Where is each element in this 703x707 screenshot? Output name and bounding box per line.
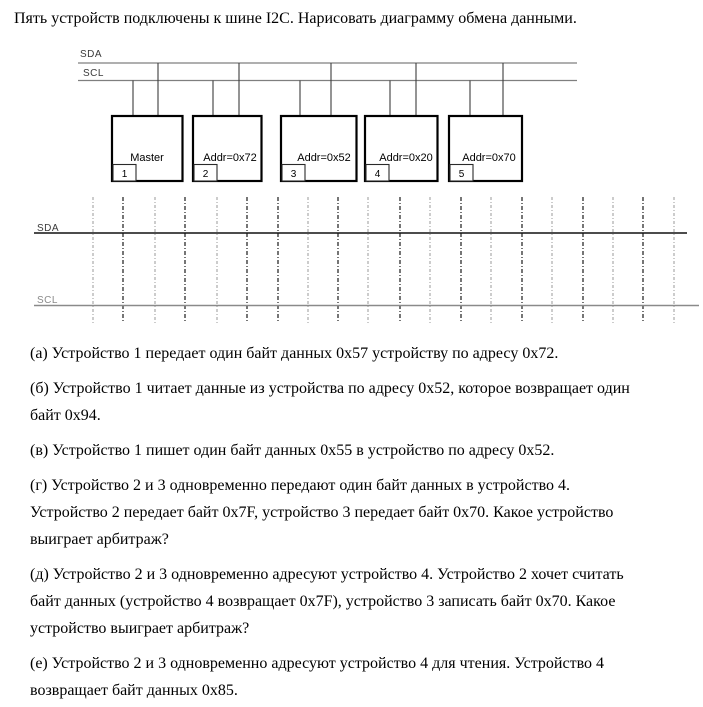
task-list xyxy=(30,340,695,707)
task-d xyxy=(30,561,695,642)
device-2-label: Addr=0x72 xyxy=(203,152,257,164)
device-3-label: Addr=0x52 xyxy=(297,152,351,164)
task-v xyxy=(30,437,695,464)
timing-sda-label: SDA xyxy=(37,223,60,234)
timing-scl-label: SCL xyxy=(37,295,58,306)
task-d-line: (д) Устройство 2 и 3 одновременно адресуют устройство 4. Устройство 2 хочет считать xyxy=(30,566,624,583)
task-e-line: (е) Устройство 2 и 3 одновременно адресуют устройство 4 для чтения. Устройство 4 xyxy=(30,655,605,672)
problem-title: Пять устройств подключены к шине I2C. Нарисовать диаграмму обмена данными. xyxy=(14,10,577,27)
scl-bus-label: SCL xyxy=(83,68,104,79)
task-e-line: возвращает байт данных 0x85. xyxy=(30,682,238,699)
device-4-number: 4 xyxy=(374,169,381,180)
device-5-number: 5 xyxy=(458,169,465,180)
device-1-label: Master xyxy=(130,152,164,164)
task-g-line: выиграет арбитраж? xyxy=(30,531,169,548)
task-a-line: (а) Устройство 1 передает один байт данных 0x57 устройству по адресу 0x72. xyxy=(30,345,559,362)
task-b-line: (б) Устройство 1 читает данные из устройства по адресу 0x52, которое возвращает один xyxy=(30,380,630,397)
task-g-line: (г) Устройство 2 и 3 одновременно передают один байт данных в устройство 4. xyxy=(30,477,571,494)
task-v-line: (в) Устройство 1 пишет один байт данных 0x55 в устройство по адресу 0x52. xyxy=(30,442,555,459)
device-3-number: 3 xyxy=(290,169,297,180)
bus-diagram xyxy=(0,45,703,192)
sda-bus-label: SDA xyxy=(80,49,103,60)
timing-gridlines xyxy=(93,197,674,323)
task-b-line: байт 0x94. xyxy=(30,407,101,424)
device-2-number: 2 xyxy=(202,169,209,180)
task-g-line: Устройство 2 передает байт 0x7F, устройство 3 передает байт 0x70. Какое устройство xyxy=(30,504,614,521)
device-4-label: Addr=0x20 xyxy=(379,152,433,164)
timing-diagram xyxy=(0,192,703,330)
task-b xyxy=(30,375,695,429)
task-d-line: байт данных (устройство 4 возвращает 0x7F), устройство 3 записать байт 0x70. Какое xyxy=(30,593,616,610)
device-1-number: 1 xyxy=(121,169,128,180)
task-e xyxy=(30,650,695,704)
task-d-line: устройство выиграет арбитраж? xyxy=(30,620,250,637)
task-g xyxy=(30,472,695,553)
device-5-label: Addr=0x70 xyxy=(462,152,516,164)
task-a xyxy=(30,340,695,367)
